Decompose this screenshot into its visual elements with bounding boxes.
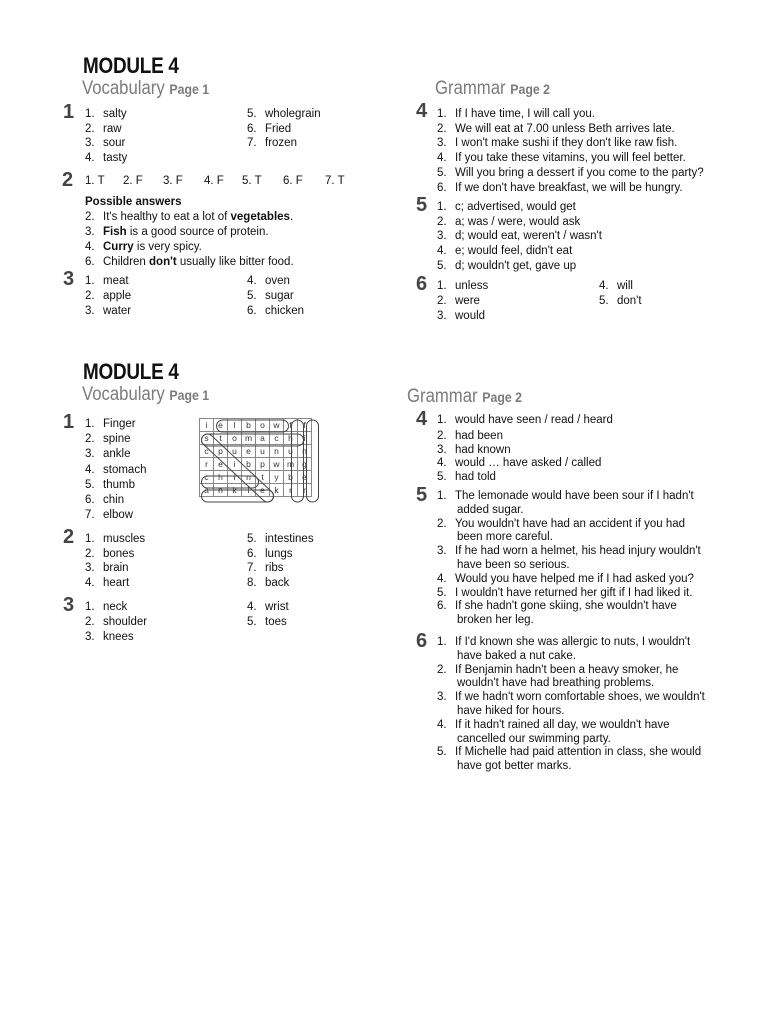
true-false-answers: 1. T 2. F 3. F 4. F 5. T 6. F 7. T [85, 175, 345, 187]
vocabulary-label: Vocabulary [82, 78, 165, 99]
grammar-label: Grammar [435, 78, 506, 99]
vocabulary-heading [82, 78, 209, 100]
word-search-cell: n [242, 471, 256, 484]
word-search-cell: b [242, 419, 256, 432]
module-title: MODULE 4 [83, 53, 179, 78]
page-ref: Page 2 [482, 389, 522, 405]
word-search-cell: n [270, 445, 284, 458]
exercise-number: 2 [62, 169, 74, 191]
possible-answers: Possible answers 2. It's healthy to eat a lot of vegetables. 3. Fish is a good source of protein. 4. Curry is very spicy. 6. Children don't usually like bitter food. [85, 196, 294, 268]
exercise-number: 4 [416, 100, 428, 122]
grammar-ex6-list: 1. If I'd known she was allergic to nuts, I wouldn't have baked a nut cake. 2. If Benjamin hadn't been a heavy smoker, he wouldn't have had breathing problems. 3. If we hadn't worn comfortable shoes, we wouldn't have hiked for hours. 4. If it hadn't rained all day, we wouldn't have cancelled our swimming party. 5. If Michelle had paid attention in class, she would have got better marks. [437, 636, 705, 773]
word-search-cell: a [256, 432, 270, 445]
word-search-cell: r [298, 484, 312, 497]
word-search-cell: k [228, 484, 242, 497]
word-search-puzzle [199, 418, 312, 497]
word-circle-finger [307, 420, 319, 502]
word-search-cell: c [200, 445, 214, 458]
page-ref: Page 2 [510, 81, 550, 97]
word-circle-elbow [217, 420, 289, 432]
vocab-ex1-col2: 5. wholegrain 6. Fried 7. frozen [247, 108, 321, 150]
word-search-cell: f [298, 419, 312, 432]
word-search-cell: b [284, 471, 298, 484]
word-search-cell: a [200, 484, 214, 497]
word-circle-chin [202, 476, 259, 488]
word-search-cell: e [242, 445, 256, 458]
word-search-cell: o [228, 432, 242, 445]
word-search-cell: h [284, 432, 298, 445]
word-search-cell: n [298, 445, 312, 458]
module-title: MODULE 4 [83, 359, 179, 384]
word-circle-thumb [292, 420, 304, 502]
word-search-cell: y [270, 471, 284, 484]
grammar-heading [407, 386, 522, 408]
vocab-ex3-col2: 4. oven 5. sugar 6. chicken [247, 275, 304, 317]
word-search-cell: e [298, 471, 312, 484]
page-ref: Page 1 [169, 81, 210, 97]
word-search-cell: g [298, 458, 312, 471]
word-search-cell: n [214, 484, 228, 497]
vocab-ex1-list: 1. Finger 2. spine 3. ankle 4. stomach 5. thumb 6. chin 7. elbow [85, 418, 147, 522]
word-search-cell: u [228, 445, 242, 458]
vocabulary-label: Vocabulary [82, 384, 165, 405]
exercise-number: 1 [63, 101, 75, 123]
exercise-number: 2 [63, 526, 75, 548]
word-search-cell: p [214, 445, 228, 458]
word-search-cell: c [200, 471, 214, 484]
vocab-ex3-col2: 4. wrist 5. toes [247, 601, 289, 629]
word-search-cell: l [228, 419, 242, 432]
word-search-cell: m [242, 432, 256, 445]
word-search-cell: r [200, 458, 214, 471]
word-circle-spine [199, 432, 276, 505]
word-search-cell: f [284, 419, 298, 432]
vocabulary-heading [82, 384, 209, 406]
exercise-number: 1 [63, 411, 75, 433]
exercise-number: 5 [416, 194, 428, 216]
possible-answers-label: Possible answers [85, 196, 182, 208]
word-search-cell: e [214, 458, 228, 471]
grammar-heading [435, 78, 550, 100]
grammar-ex5-list: 1. c; advertised, would get 2. a; was / were, would ask 3. d; would eat, weren't / wasn't 4. e; would feel, didn't eat 5. d; wouldn't get, gave up [437, 201, 602, 272]
vocab-ex3-col1: 1. neck 2. shoulder 3. knees [85, 601, 148, 644]
exercise-number: 6 [416, 273, 428, 295]
grammar-ex4-list: 1. If I have time, I will call you. 2. We will eat at 7.00 unless Beth arrives late. 3. I won't make sushi if they don't like raw fish. 4. If you take these vitamins, you will feel better. 5. Will you bring a dessert if you come to the party? 6. If we don't have breakfast, we will be hungry. [437, 108, 704, 194]
page-ref: Page 1 [169, 387, 210, 403]
word-search-cell: b [242, 458, 256, 471]
word-search-cell: i [228, 458, 242, 471]
grammar-ex6-col2: 4. will 5. don't [599, 280, 642, 307]
vocab-ex1-col1: 1. salty 2. raw 3. sour 4. tasty [85, 108, 128, 165]
word-search-cell: h [214, 471, 228, 484]
word-search-cell: i [228, 471, 242, 484]
word-search-cell: u [284, 445, 298, 458]
vocab-ex2-col2: 5. intestines 6. lungs 7. ribs 8. back [247, 533, 314, 589]
word-search-cell: w [270, 458, 284, 471]
exercise-number: 3 [63, 268, 75, 290]
word-search-cell: r [284, 484, 298, 497]
word-search-cell: u [256, 445, 270, 458]
grammar-ex4-list: 1. would have seen / read / heard 2. had been 3. had known 4. would … have asked / called 5. had told [437, 414, 613, 483]
word-search-cell: l [242, 484, 256, 497]
grammar-label: Grammar [407, 386, 478, 407]
exercise-number: 4 [416, 408, 428, 430]
word-search-cell: e [214, 419, 228, 432]
word-search-cell: t [256, 471, 270, 484]
word-search-cell: i [298, 432, 312, 445]
word-search-cell: e [256, 484, 270, 497]
word-search-cell: k [270, 484, 284, 497]
grammar-ex5-list: 1. The lemonade would have been sour if I hadn't added sugar. 2. You wouldn't have had an accident if you had been more careful. 3. If he had worn a helmet, his head injury wouldn't have been so serious. 4. Would you have helped me if I had asked you? 5. I wouldn't have returned her gift if I had liked it. 6. If she hadn't gone skiing, she wouldn't have broken her leg. [437, 490, 701, 627]
word-search-cell: w [270, 419, 284, 432]
exercise-number: 3 [63, 594, 75, 616]
word-search-cell: m [284, 458, 298, 471]
word-search-cell: p [256, 458, 270, 471]
exercise-number: 6 [416, 630, 428, 652]
vocab-ex3-col1: 1. meat 2. apple 3. water [85, 275, 132, 317]
word-search-cell: s [200, 432, 214, 445]
word-search-cell: o [256, 419, 270, 432]
word-search-cell: c [270, 432, 284, 445]
vocab-ex2-col1: 1. muscles 2. bones 3. brain 4. heart [85, 533, 146, 589]
exercise-number: 5 [416, 484, 428, 506]
word-search-cell: i [200, 419, 214, 432]
word-search-cell: t [214, 432, 228, 445]
grammar-ex6-col1: 1. unless 2. were 3. would [437, 280, 489, 322]
word-search-circles [199, 418, 323, 508]
